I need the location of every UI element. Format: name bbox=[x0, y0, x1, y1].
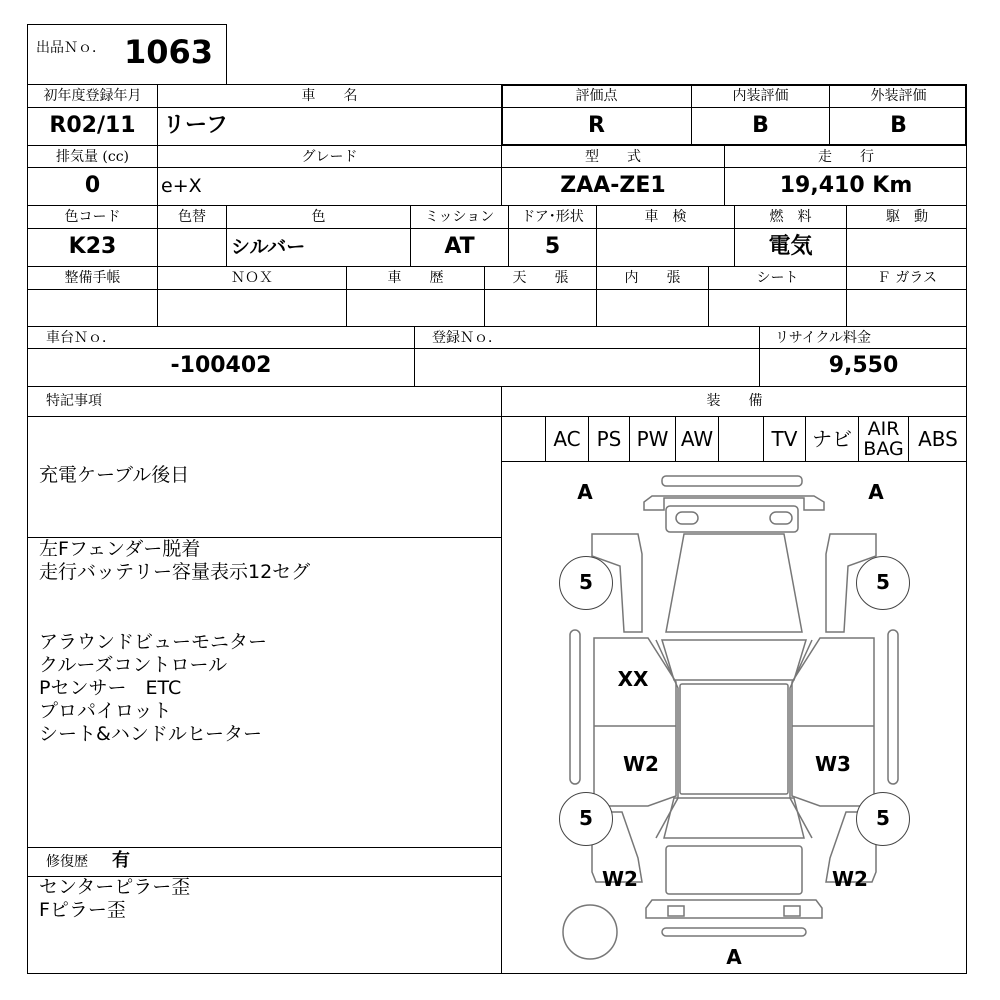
exterior-label: 外装評価 bbox=[870, 88, 927, 104]
service-book-label: 整備手帳 bbox=[64, 270, 121, 286]
displacement-value: 0 bbox=[84, 173, 101, 198]
car-name-label: 車 名 bbox=[301, 88, 358, 104]
lot-label: 出品Ｎｏ． bbox=[36, 40, 106, 56]
interior-trim-label: 内 張 bbox=[624, 270, 681, 286]
interior-label: 内装評価 bbox=[732, 88, 789, 104]
model-label: 型 式 bbox=[585, 149, 641, 165]
displacement-label: 排気量 (cc) bbox=[55, 149, 130, 165]
equipment-navi: ナビ bbox=[812, 427, 852, 451]
color-code-label: 色コード bbox=[64, 209, 121, 225]
color-label: 色 bbox=[311, 209, 326, 225]
fuel-value: 電気 bbox=[768, 234, 813, 259]
note-block-3: アラウンドビューモニター クルーズコントロール Pセンサー ETC プロパイロット シート&ハンドルヒーター bbox=[39, 631, 268, 745]
repair-history-value: 有 bbox=[112, 850, 130, 871]
recycle-label: リサイクル料金 bbox=[775, 330, 872, 346]
car-name-value: リーフ bbox=[163, 113, 228, 138]
door-label: ドア･形状 bbox=[521, 209, 584, 225]
equipment-airbag: AIR BAG bbox=[863, 418, 904, 460]
nox-label: ＮＯＸ bbox=[231, 270, 273, 286]
diagram-rocker-left-mark: W2 bbox=[623, 752, 659, 776]
vehicle-history-label: 車 歴 bbox=[387, 270, 444, 286]
equipment-blank-1 bbox=[502, 418, 545, 460]
diagram-rear-right-mark: W2 bbox=[832, 867, 868, 891]
grid-line bbox=[27, 386, 967, 387]
equipment-ps: PS bbox=[596, 427, 622, 451]
grade-label: グレード bbox=[301, 149, 358, 165]
note-block-2: 左Fフェンダー脱着 走行バッテリー容量表示12セグ bbox=[39, 538, 311, 583]
grid-line bbox=[27, 847, 501, 848]
grid-line bbox=[27, 289, 967, 290]
registration-label: 登録Ｎｏ． bbox=[432, 330, 502, 346]
equipment-blank-2 bbox=[719, 418, 763, 460]
first-reg-value: R02/11 bbox=[49, 113, 136, 138]
equipment-pw: PW bbox=[636, 427, 669, 451]
grid-line bbox=[27, 416, 967, 417]
drive-label: 駆 動 bbox=[886, 209, 928, 225]
fuel-label: 燃 料 bbox=[769, 209, 812, 225]
equipment-abs: ABS bbox=[918, 427, 958, 451]
first-reg-label: 初年度登録年月 bbox=[43, 88, 142, 104]
diagram-front-left-mark: A bbox=[577, 480, 593, 504]
equipment-tv: TV bbox=[771, 427, 798, 451]
roof-lining-label: 天 張 bbox=[512, 270, 569, 286]
color-code-value: K23 bbox=[68, 234, 117, 259]
seat-label: シート bbox=[756, 270, 799, 286]
lot-number: 1063 bbox=[124, 33, 214, 71]
diagram-rear-left-mark: W2 bbox=[602, 867, 638, 891]
grid-line bbox=[414, 326, 415, 386]
score-label: 評価点 bbox=[575, 88, 618, 104]
equipment-ac: AC bbox=[553, 427, 581, 451]
grade-value: e+X bbox=[161, 175, 202, 197]
color-value: シルバー bbox=[231, 236, 306, 258]
chassis-value: -100402 bbox=[170, 353, 272, 378]
notes-label: 特記事項 bbox=[46, 393, 102, 409]
inspection-label: 車 検 bbox=[644, 209, 687, 225]
transmission-label: ミッション bbox=[424, 209, 495, 225]
exterior-value: B bbox=[890, 113, 907, 138]
tire-rear-left: 5 bbox=[559, 792, 613, 846]
front-glass-label: Ｆ ガラス bbox=[876, 270, 938, 286]
repair-history-label: 修復歴 bbox=[46, 854, 88, 870]
diagram-rear-mark: A bbox=[726, 945, 742, 969]
score-value: R bbox=[588, 113, 605, 138]
chassis-label: 車台Ｎｏ． bbox=[46, 330, 116, 346]
interior-value: B bbox=[752, 113, 769, 138]
repair-history-text: センターピラー歪 Fピラー歪 bbox=[39, 876, 191, 921]
tire-rear-right: 5 bbox=[856, 792, 910, 846]
car-diagram bbox=[502, 462, 967, 974]
note-line-1: 充電ケーブル後日 bbox=[39, 464, 190, 486]
equipment-label: 装 備 bbox=[706, 393, 763, 409]
mileage-label: 走 行 bbox=[818, 149, 874, 165]
transmission-value: AT bbox=[444, 234, 475, 259]
diagram-front-right-mark: A bbox=[868, 480, 884, 504]
tire-front-left: 5 bbox=[559, 556, 613, 610]
diagram-door-left-mark: XX bbox=[617, 667, 649, 691]
model-value: ZAA-ZE1 bbox=[560, 173, 666, 198]
color-change-label: 色替 bbox=[178, 209, 206, 225]
tire-front-right: 5 bbox=[856, 556, 910, 610]
diagram-rocker-right-mark: W3 bbox=[815, 752, 851, 776]
door-value: 5 bbox=[544, 234, 561, 259]
equipment-aw: AW bbox=[680, 427, 714, 451]
recycle-value: 9,550 bbox=[828, 353, 899, 378]
mileage-value: 19,410 Km bbox=[779, 173, 913, 198]
